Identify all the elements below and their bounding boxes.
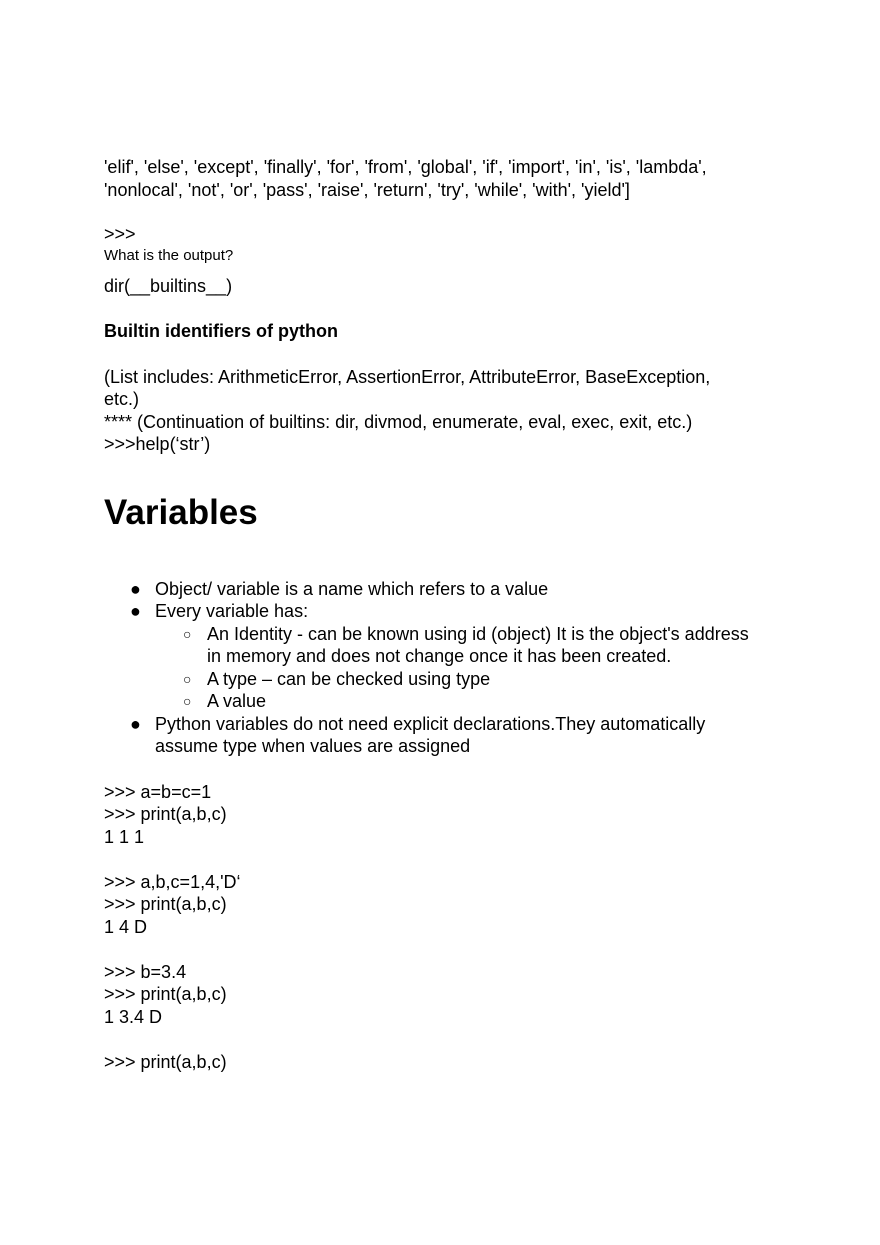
variables-heading: Variables: [104, 492, 258, 532]
sub-list-item: [104, 623, 784, 668]
list-item-text: Python variables do not need explicit declarations.They automatically: [155, 713, 706, 734]
list-item: [104, 600, 784, 623]
bullet-icon: ●: [130, 578, 141, 599]
list-item-text: Every variable has:: [155, 601, 309, 621]
document-page: [104, 156, 784, 1073]
sub-list-item: [104, 690, 784, 713]
list-item-text: Object/ variable is a name which refers to a value: [155, 578, 549, 599]
sub-list-item-text: in memory and does not change once it has been created.: [207, 646, 672, 666]
list-item: [104, 578, 784, 601]
code-line: >>> print(a,b,c): [104, 1051, 227, 1072]
sub-list-item-text: A type – can be checked using type: [207, 668, 491, 689]
help-command: >>>help(‘str’): [104, 434, 211, 454]
sub-bullet-icon: ○: [183, 693, 192, 709]
code-line: >>> a,b,c=1,4,'D‘: [104, 871, 241, 892]
sub-bullet-icon: ○: [183, 670, 192, 687]
code-line: >>> print(a,b,c): [104, 984, 227, 1004]
question-text: What is the output?: [104, 246, 234, 264]
code-block-2: [104, 871, 784, 939]
sub-list-item-text: A value: [207, 691, 267, 711]
builtin-heading: Builtin identifiers of python: [104, 321, 338, 341]
list-item-text: assume type when values are assigned: [155, 736, 471, 756]
code-block-4: [104, 1051, 784, 1074]
keyword-list-line-2: 'nonlocal', 'not', 'or', 'pass', 'raise', 'return', 'try', 'while', 'with', 'yield']: [104, 179, 630, 200]
variables-bullet-list: [104, 578, 784, 758]
code-line: >>> a=b=c=1: [104, 781, 212, 802]
sub-list-item-text: An Identity - can be known using id (object) It is the object's address: [207, 623, 749, 644]
dir-command: dir(__builtins__): [104, 275, 233, 296]
list-item: [104, 713, 784, 758]
code-block-1: [104, 781, 784, 849]
code-output: 1 3.4 D: [104, 1006, 163, 1027]
sub-list-item: [104, 668, 784, 691]
builtin-list-line-2: etc.): [104, 389, 140, 409]
bullet-icon: ●: [130, 713, 141, 734]
code-output: 1 4 D: [104, 916, 148, 937]
code-line: >>> print(a,b,c): [104, 894, 227, 914]
code-line: >>> b=3.4: [104, 961, 187, 982]
keyword-list-line-1: 'elif', 'else', 'except', 'finally', 'for', 'from', 'global', 'if', 'import', 'in', 'is', 'lambda',: [104, 157, 707, 177]
sub-bullet-icon: ○: [183, 625, 192, 642]
prompt-text: >>>: [104, 224, 136, 244]
code-output: 1 1 1: [104, 826, 145, 847]
code-line: >>> print(a,b,c): [104, 804, 227, 824]
builtin-list-line-3: **** (Continuation of builtins: dir, divmod, enumerate, eval, exec, exit, etc.): [104, 411, 693, 432]
bullet-icon: ●: [130, 601, 141, 621]
builtin-list-line-1: (List includes: ArithmeticError, AssertionError, AttributeError, BaseException,: [104, 366, 711, 387]
code-block-3: [104, 961, 784, 1029]
